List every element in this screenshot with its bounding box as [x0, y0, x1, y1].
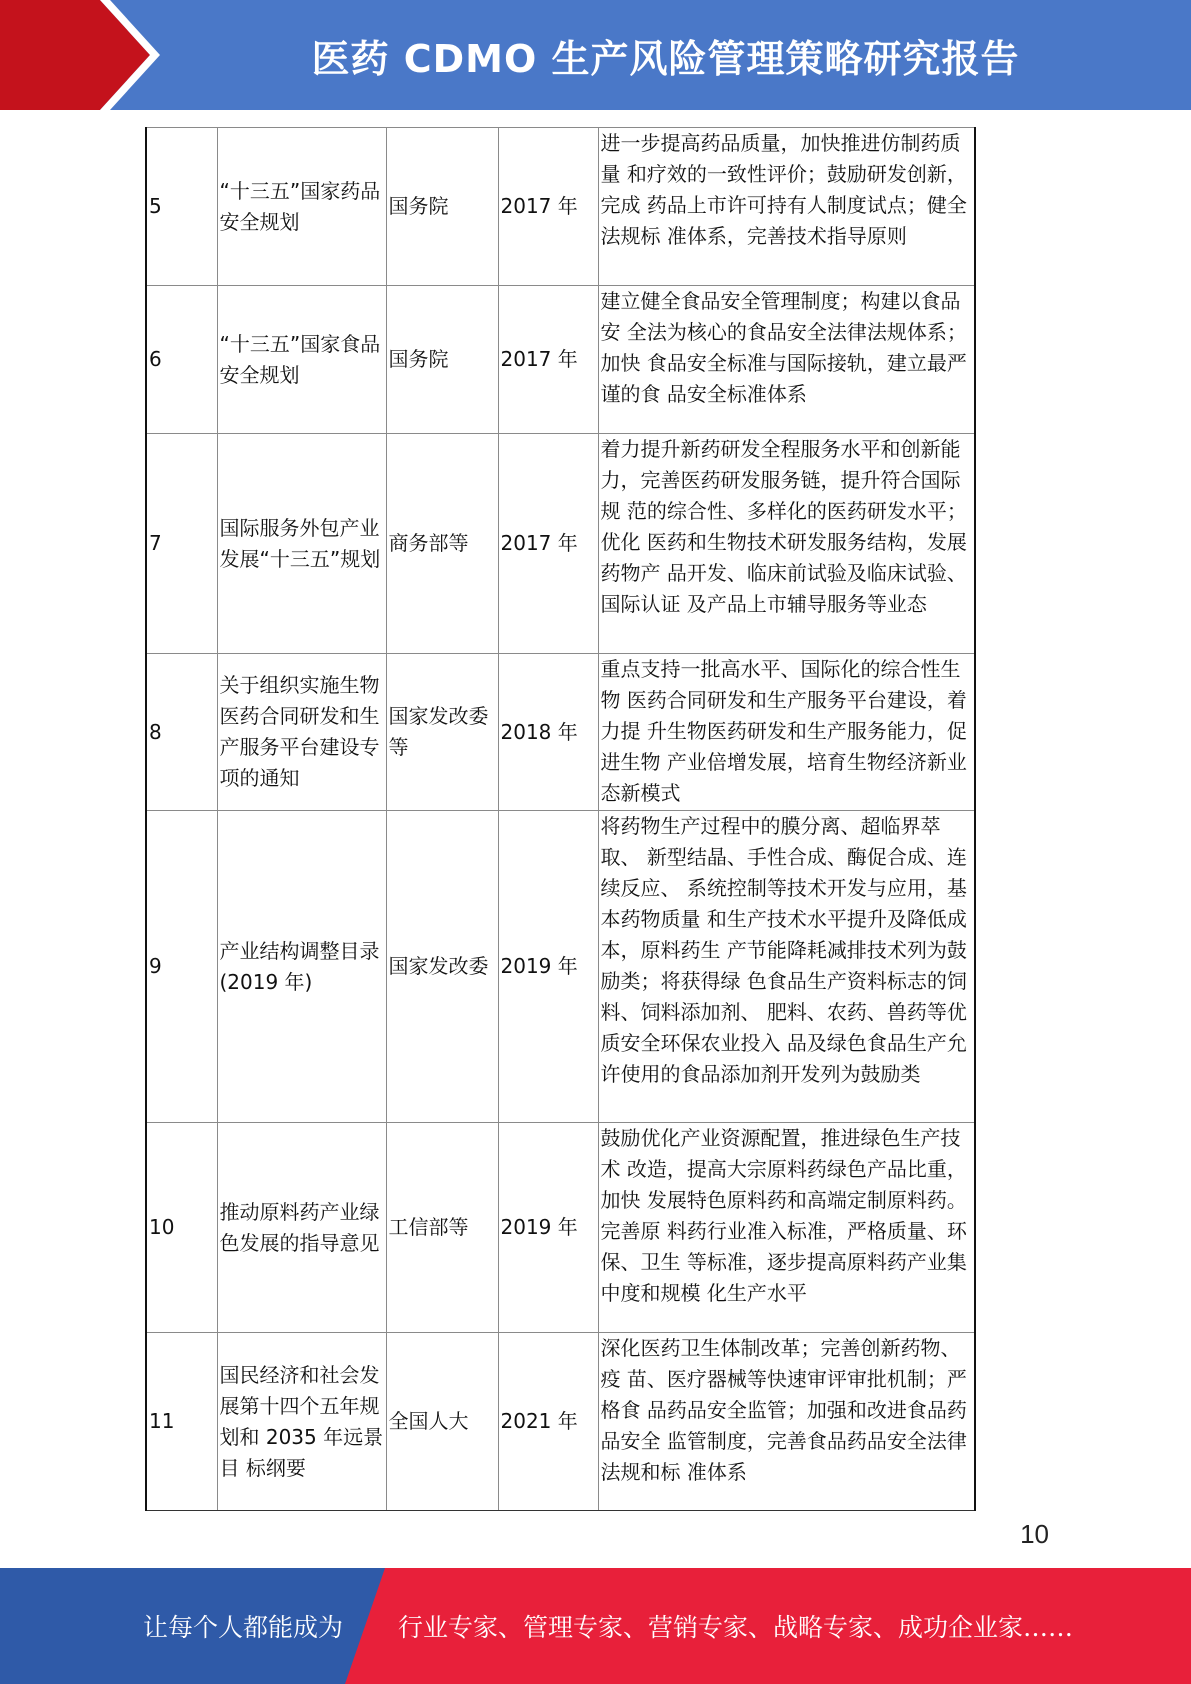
policy-content: 建立健全食品安全管理制度；构建以食品安 全法为核心的食品安全法律法规体系；加快 食品安全标准与国际接轨，建立最严谨的食 品安全标准体系: [598, 286, 975, 434]
header-arrow-decoration: [0, 0, 160, 110]
page-number: 10: [1020, 1519, 1049, 1549]
issuing-agency: 国务院: [386, 286, 498, 434]
policy-name: 推动原料药产业绿色发展的指导意见: [217, 1123, 386, 1333]
policy-content: 鼓励优化产业资源配置，推进绿色生产技术 改造，提高大宗原料药绿色产品比重，加快 发展特色原料药和高端定制原料药。完善原 料药行业准入标准，严格质量、环保、卫生 等标准，逐步提高原料药产业集中度和规模 化生产水平: [598, 1123, 975, 1333]
policy-name: 国民经济和社会发展第十四个五年规划和 2035 年远景目 标纲要: [217, 1333, 386, 1511]
issuing-agency: 全国人大: [386, 1333, 498, 1511]
issuing-agency: 国家发改委: [386, 811, 498, 1123]
row-number: 9: [146, 811, 217, 1123]
policy-name: “十三五”国家食品安全规划: [217, 286, 386, 434]
row-number: 11: [146, 1333, 217, 1511]
policy-content: 进一步提高药品质量，加快推进仿制药质量 和疗效的一致性评价；鼓励研发创新，完成 药品上市许可持有人制度试点；健全法规标 准体系，完善技术指导原则: [598, 128, 975, 286]
table-row: [146, 1333, 975, 1511]
table-row: [146, 434, 975, 654]
issue-year: 2017 年: [498, 286, 598, 434]
table-row: [146, 286, 975, 434]
table-row: [146, 811, 975, 1123]
policy-name: 国际服务外包产业发展“十三五”规划: [217, 434, 386, 654]
issue-year: 2019 年: [498, 1123, 598, 1333]
issue-year: 2019 年: [498, 811, 598, 1123]
issuing-agency: 国务院: [386, 128, 498, 286]
table-row: [146, 654, 975, 811]
policy-name: 产业结构调整目录(2019 年): [217, 811, 386, 1123]
issue-year: 2017 年: [498, 128, 598, 286]
footer-banner: [0, 1568, 1191, 1684]
policy-name: “十三五”国家药品安全规划: [217, 128, 386, 286]
row-number: 7: [146, 434, 217, 654]
row-number: 10: [146, 1123, 217, 1333]
row-number: 5: [146, 128, 217, 286]
policy-table: [145, 127, 976, 1511]
table-row: [146, 1123, 975, 1333]
policy-content: 重点支持一批高水平、国际化的综合性生物 医药合同研发和生产服务平台建设，着力提 升生物医药研发和生产服务能力，促进生物 产业倍增发展，培育生物经济新业态新模式: [598, 654, 975, 811]
footer-slogan-left: 让每个人都能成为: [143, 1613, 344, 1642]
issue-year: 2021 年: [498, 1333, 598, 1511]
row-number: 6: [146, 286, 217, 434]
row-number: 8: [146, 654, 217, 811]
policy-content: 深化医药卫生体制改革；完善创新药物、疫 苗、医疗器械等快速审评审批机制；严格食 品药品安全监管；加强和改进食品药品安全 监管制度，完善食品药品安全法律法规和标 准体系: [598, 1333, 975, 1511]
document-title: 医药 CDMO 生产风险管理策略研究报告: [311, 36, 1020, 81]
issuing-agency: 商务部等: [386, 434, 498, 654]
issue-year: 2017 年: [498, 434, 598, 654]
policy-content: 着力提升新药研发全程服务水平和创新能 力，完善医药研发服务链，提升符合国际规 范的综合性、多样化的医药研发水平；优化 医药和生物技术研发服务结构，发展药物产 品开发、临床前试验及临床试验、国际认证 及产品上市辅导服务等业态: [598, 434, 975, 654]
issuing-agency: 工信部等: [386, 1123, 498, 1333]
policy-name: 关于组织实施生物医药合同研发和生产服务平台建设专项的通知: [217, 654, 386, 811]
issuing-agency: 国家发改委等: [386, 654, 498, 811]
footer-slogan-right: 行业专家、管理专家、营销专家、战略专家、成功企业家……: [398, 1613, 1074, 1642]
issue-year: 2018 年: [498, 654, 598, 811]
policy-content: 将药物生产过程中的膜分离、超临界萃取、 新型结晶、手性合成、酶促合成、连续反应、 系统控制等技术开发与应用，基本药物质量 和生产技术水平提升及降低成本，原料药生 产节能降耗减排技术列为鼓励类；将获得绿 色食品生产资料标志的饲料、饲料添加剂、 肥料、农药、兽药等优质安全环保农业投入 品及绿色食品生产允许使用的食品添加剂开发列为鼓励类: [598, 811, 975, 1123]
header-banner: [0, 0, 1191, 110]
table-row: [146, 128, 975, 286]
